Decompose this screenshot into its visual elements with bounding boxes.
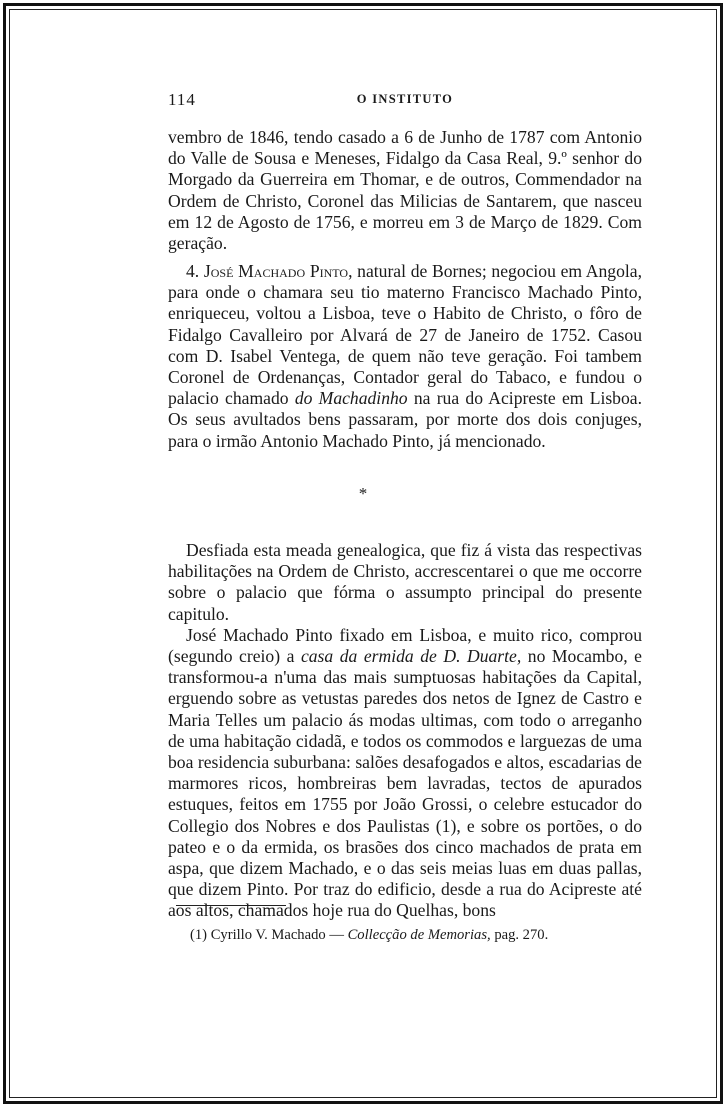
paragraph-1-text: vembro de 1846, tendo casado a 6 de Junho de 1787 com Antonio do Valle de Sousa e Meneses, Fidalgo da Casa Real, 9.º senhor do Morgado da Guerreira em Thomar, e de outros, Commendador na Ordem de Christo, Coronel das Milicias de Santarem, que nasceu em 12 de Agosto de 1756, e morreu em 3 de Março de 1829. Com geração.	[168, 127, 642, 254]
paragraph-2-text-b: na rua do Acipreste em Lisboa. Os seus avultados bens passaram, por morte dos dois conjuges, para o irmão Antonio Machado Pinto, já mencionado.	[168, 388, 642, 451]
main-body	[168, 540, 642, 922]
running-title: O INSTITUTO	[356, 92, 454, 106]
paragraph-4-text-b: no Mocambo, e transformou-a n'uma das mais sumptuosas habitações da Capital, erguendo sobre as vetustas paredes dos netos de Ignez de Castro e Maria Telles um palacio ás modas ultimas, com todo o arreganho de uma habitação cidadã, e todos os commodos e larguezas de uma boa residencia suburbana: salões desafogados e altos, escadarias de marmores ricos, hombreiras bem lavradas, tectos de apurados estuques, feitos em 1755 por João Grossi, o celebre estucador do Collegio dos Nobres e dos Paulistas (1), e sobre os portões, o do pateo e o da ermida, os brasões dos cinco machados de prata em aspa, que dizem Machado, e o das seis meias luas em duas pallas, que dizem Pinto. Por traz do edificio, desde a rua do Acipreste até aos altos, chamados hoje rua do Quelhas, bons	[168, 646, 642, 921]
footnote-author: Cyrillo V. Machado —	[210, 927, 344, 943]
running-head	[168, 90, 642, 110]
entry-number: 4.	[186, 261, 200, 281]
paragraph-2-text	[168, 261, 642, 452]
footnote-page-ref: pag. 270.	[494, 927, 549, 943]
footnote	[190, 926, 642, 944]
footnote-rule	[176, 905, 286, 906]
name-middle: Machado	[238, 261, 306, 281]
paragraph-2-text-a: , natural de Bornes; negociou em Angola, para onde o chamara seu tio materno Francisco Machado Pinto, enriqueceu, voltou a Lisboa, teve o Habito de Christo, o fôro de Fidalgo Cavalleiro por Alvará de 27 de Janeiro de 1752. Casou com D. Isabel Ventega, de quem não teve geração. Foi tambem Coronel de Ordenanças, Contador geral do Tabaco, e fundou o palacio chamado	[168, 261, 643, 409]
paragraph-entry-4	[168, 261, 642, 452]
section-separator: *	[358, 484, 368, 503]
paragraph-3-text: Desfiada esta meada genealogica, que fiz á vista das respectivas habilitações na Ordem de Christo, accrescentarei o que me occorre sobre o palacio que fórma o assumpto principal do presente capitulo.	[168, 540, 642, 624]
paragraph-2-italic: do Machadinho	[294, 388, 408, 409]
footnote-marker: (1)	[190, 927, 208, 943]
page-number: 114	[168, 90, 196, 109]
paragraph-4-text	[168, 625, 642, 922]
paragraph-4-text-a: José Machado Pinto fixado em Lisboa, e muito rico, comprou (segundo creio) a	[168, 624, 642, 667]
name-first: José	[203, 261, 234, 281]
paragraph-4-italic: casa da ermida de D. Duarte,	[300, 646, 522, 667]
footnote-title: Collecção de Memorias,	[347, 927, 491, 943]
name-last: Pinto	[309, 261, 349, 281]
paragraph-continuation	[168, 127, 642, 254]
